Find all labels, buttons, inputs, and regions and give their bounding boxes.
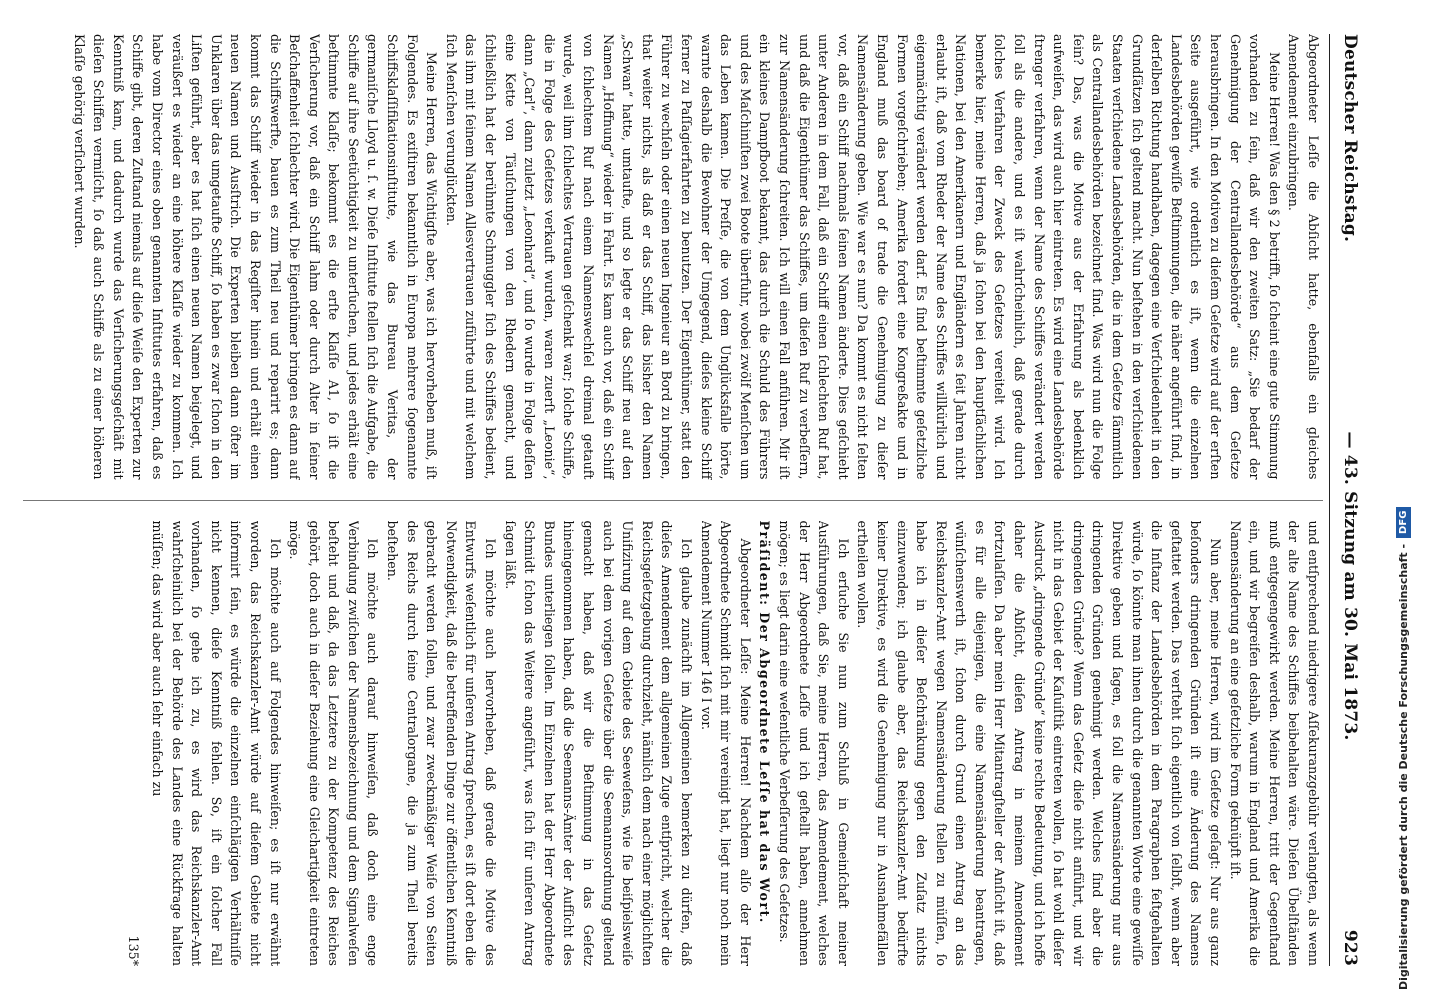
paragraph: und entſprechend niedrigere Aſſekuranzgebühr verlangten, als wenn der alte Name des Schiffes beibehalten wäre. Dieſen Übelſtänden muß entgegengewirkt werden. Meine Herren, tritt der Gegenſtand ein, und wir begreifen deshalb, warum in England und Amerika die Namensänderung an eine geſetzliche Form geknüpft iſt.: [1227, 520, 1321, 966]
paragraph: Nun aber, meine Herren, wird im Geſetze geſagt: Nur aus ganz beſonders dringenden Gründen iſt eine Änderung des Namens geſtattet werden. Das verſteht ſich eigentlich von ſelbſt, wenn aber die Inſtanz der Landesbehörden in dem Paragraphen feſtgehalten würde, ſo könnte man ihnen durch die genannten Worte eine gewiſſe Direktive geben und ſagen, es ſoll die Namensänderung nur aus dringenden Gründen genehmigt werden. Welches ſind aber die dringenden Gründe? Wenn das Geſetz dieſe nicht anführt, und wir nicht in das Gebiet der Kaſuiſtik eintreten wollen, ſo hat wohl dieſer Ausdruck „dringende Gründe“ keine rechte Bedeutung, und ich hoffe daher die Abſicht, dieſen Antrag in meinem Amendement fortzulaſſen. Da aber mein Herr Mitantragſteller der Anſicht iſt, daß es für alle diejenigen, die eine Namensänderung beantragen, wünſchenswerth iſt, ſchon durch Grund einen Antrag an das Reichskanzler-Amt wegen Namensänderung ſtellen zu müſſen, ſo habe ich in dieſer Beſchränkung gegen den Zuſatz nichts einzuwenden; ich glaube aber, das Reichskanzler-Amt bedürfte keiner Direktive, es wird die Genehmigung nur in Ausnahmefällen ertheilen wollen.: [855, 520, 1224, 966]
page-header: [1329, 34, 1360, 966]
column-divider: [23, 500, 1323, 501]
paragraph: Ich möchte auch darauf hinweiſen, daß doch eine enge Verbindung zwiſchen der Namensbezeichnung und dem Signalweſen beſteht und daß, da das Letztere zu der Kompetenz des Reiches gehört, doch auch in dieſer Beziehung eine Gleichartigkeit eintreten möge.: [287, 520, 381, 966]
digitization-sidebar: [1380, 0, 1432, 1000]
paragraph: Ich glaube zunächſt im Allgemeinen bemerken zu dürfen, daß dieſes Amendement dem allgemeinen Zuge entſpricht, welcher die Reichsgeſetzgebung durchzieht, nämlich dem nach einer möglichſten Unifizirung auf dem Gebiete des Seeweſens, wie ſie beiſpielsweiſe auch bei dem vorigen Geſetze über die Seemannsordnung geltend gemacht haben, daß wir die Beſtimmung in das Geſetz hineingenommen haben, daß die Seemanns-Ämter der Aufſicht des Bundes unterliegen ſollen. Im Einzelnen hat der Herr Abgeordnete Schmidt ſchon das Weitere angeführt, was ſich für unſeren Antrag ſagen läßt.: [502, 520, 694, 966]
right-column: [23, 521, 1323, 967]
text-columns: [23, 34, 1323, 966]
paragraph: Ich erſuche Sie nun zum Schluß in Gemeinſchaft meiner Ausführungen, daß Sie, meine Herren, das Amendement, welches der Herr Abgeordnete Leſſe und ich geſtellt haben, annehmen mögen; es liegt darin eine weſentliche Verbeſſerung des Geſetzes.: [776, 520, 851, 966]
dfg-logo: DFG: [1396, 507, 1411, 538]
header-publication: Deutscher Reichstag.: [1340, 34, 1360, 243]
sheet-mark: 135*: [126, 935, 142, 966]
paragraph: Meine Herren! Was den § 2 betrifft, ſo ſcheint eine gute Stimmung vorhanden zu ſein, daß wir den zweiten Satz: „Sie bedarf der Genehmigung der Centrallandesbehörde“ aus dem Geſetze herausbringen. In den Motiven zu dieſem Geſetze wird auf der erſten Seite ausgeführt, wie ordentlich es iſt, wenn die einzelnen Landesbehörden gewiſſe Beſtimmungen, die näher angeführt ſind, in derſelben Richtung handhaben, dagegen eine Verſchiedenheit in den Grundſätzen ſich geltend macht. Nun beſtehen in den verſchiedenen Staaten verſchiedene Landesbehörden, die in dem Geſetze ſämmtlich als Centrallandesbehörden bezeichnet ſind. Was wird nun die Folge ſein? Das, was die Motive aus der Erfahrung als bedenklich aufweiſen, das wird auch hier eintreten. Es wird eine Landesbehörde ſtrenger verfahren, wenn der Name des Schiffes verändert werden ſoll als die andere, und es iſt wahrſcheinlich, daß gerade durch ſolches Verfahren der Zweck des Geſetzes vereitelt wird. Ich bemerke hier, meine Herren, daß ja ſchon bei den hauptſächlichen Nationen, bei den Amerikanern und Engländern es ſeit Jahren nicht erlaubt iſt, daß vom Rheder der Name des Schiffes willkürlich und eigenmächtig verändert werden darf. Es ſind beſtimmte geſetzliche Formen vorgeſchrieben; Amerika fordert eine Kongreßakte und in England muß das board of trade die Genehmigung zu dieſer Namensänderung geben. Wie war es nun? Da kommt es nicht ſelten vor, daß ein Schiff nachmals ſeinen Namen änderte. Dies geſchieht unter Anderen in dem Fall, daß ein Schiff einen ſchlechten Ruf hat, und daß die Eigenthümer das Schiffes, um dieſen Ruf zu verbeſſern, zur Namensänderung ſchreiten. Ich will einen Fall anführen. Mir iſt ein kleines Dampfboot bekannt, das durch die Schuld des Führers und des Maſchiniſten zwei Boote überfuhr, wobei zwölf Menſchen um das Leben kamen. Die Preſſe, die von dem Unglücksfalle hörte, warnte deshalb die Bewohner der Umgegend, dieſes kleine Schiff ferner zu Paſſagierfahrten zu benutzen. Der Eigenthümer, statt den Führer zu wechſeln oder einen neuen Ingenieur an Bord zu bringen, that weiter nichts, als daß er das Schiff, das bisher den Namen „Schwan“ hatte, umtaufte, und so legte er das Schiff neu auf den Namen „Hoffnung“ wieder in Fahrt. Es kam auch vor, daß ein Schiff von ſchlechtem Ruf nach einem Namenswechſel dreimal getauft wurde, weil ihm ſchlechtes Vertrauen geſchenkt war; ſolche Schiffe, die in Folge des Geſetzes verkauft wurden, waren zuerſt „Leonie“, dann „Carl“, dann zuletzt „Leonhard“, und ſo wurde in Folge deſſen eine Kette von Täuſchungen von den Rhedern gemacht, und ſchließlich hat der berühmte Schmuggler ſich des Schiffes bedient, das ihm mit ſeinem Namen Allesvertrauen zuführte und mit welchem ſich Menſchen verunglückten.: [443, 34, 1282, 480]
paragraph: Ich möchte auch auf Folgendes hinweiſen; es iſt nur erwähnt worden, das Reichskanzler-Amt würde auf dieſem Gebiete nicht informirt ſein, es würde die einzelnen einſchlägigen Verhältniſſe nicht kennen, dieſe Kenntniß fehlen. So, iſt ein ſolcher Fall vorhanden, ſo gehe ich zu, es wird das Reichskanzler-Amt wahrſcheinlich bei der Behörde des Landes eine Rückfrage halten müſſen; das wird aber auch ſehr einfach zu: [149, 520, 283, 966]
page-number: 923: [1340, 929, 1360, 966]
paragraph: Meine Herren, das Wichtigſte aber, was ich hervorheben muß, iſt Folgendes. Es exiſtiren bekanntlich in Europa mehrere ſogenannte Schiffsklaſſifikationsinſtitute, wie das Bureau Veritas, der germaniſche Lloyd u. ſ. w. Dieſe Inſtitute ſtellen ſich die Aufgabe, die Schiffe auf ihre Seetüchtigkeit zu unterſuchen, und jedes erhält eine beſtimmte Klaſſe; bekommt es die erſte Klaſſe A1, ſo iſt die Verſicherung vor, daß ein Schiff lahm oder durch Alter in ſeiner Beſchaffenheit ſchlechter wird. Die Eigenthümer bringen es dann auf die Schiffswerfte, bauen es zum Theil neu und reparirt es; dann kommt das Schiff wieder in das Regiſter hinein und erhält einen neuen Namen und Ausſtrich. Die Experten bleiben dann öfter im Unklaren über das umgetaufte Schiff, ſo haben es zwar ſchon in den Liſten geführt, aber es hat ſich einen neuen Namen beigelegt, und veräußert es wieder an eine höhere Klaſſe wieder zu kommen. Ich habe vom Director eines oben genannten Inſtitutes erfahren, daß es Schiffe gibt, deren Zuſtand niemals auf dieſe Weiſe den Experten zur Kenntniß kam, und dadurch wurde das Verſicherungsgeſchäft mit dieſen Schiffen vermiſcht, ſo daß auch Schiffe als zu einer höheren Klaſſe gehörig verſichert wurden.: [71, 34, 440, 480]
left-column: [23, 34, 1323, 480]
speaker-line: Präſident: Der Abgeordnete Leſſe hat das Wort.: [757, 520, 773, 924]
paragraph: Ich möchte auch hervorheben, daß gerade die Motive des Entwurfs weſentlich für unſeren Antrag ſprechen, es iſt dort eben die Notwendigkeit, daß die betreffenden Dinge zur öffentlichen Kenntniß gebracht werden ſollen, und zwar zweckmäßiger Weiſe von Seiten des Reichs durch ſeine Centralorgane, die ja zum Theil bereits beſtehen.: [385, 520, 499, 966]
paragraph: Abgeordneter Leſſe die Abſicht hatte, ebenfalls ein gleiches Amendement einzubringen.: [1286, 34, 1321, 480]
paragraph: Abgeordneter Leſſe: Meine Herren! Nachdem alſo der Herr Abgeordnete Schmidt ſich mit mir vereinigt hat, liegt nur noch mein Amendement Nummer 146 I vor.: [698, 520, 753, 966]
header-session-date: — 43. Sitzung am 30. Mai 1873.: [1340, 431, 1360, 741]
digitization-credit: [1396, 507, 1411, 990]
credit-text: Digitalisierung gefördert durch die Deutsche Forschungsgemeinschaft -: [1397, 543, 1410, 990]
